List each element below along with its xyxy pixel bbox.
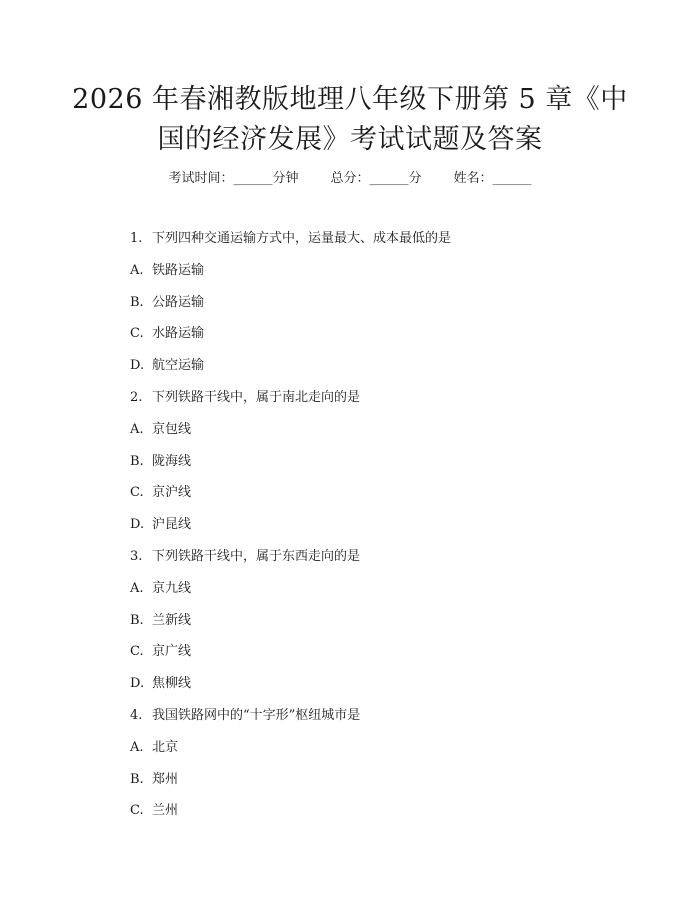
option-letter: A. <box>130 262 144 278</box>
answer-option <box>130 639 650 671</box>
option-text: 北京 <box>152 739 179 755</box>
option-text: 兰州 <box>152 803 179 819</box>
answer-option <box>130 417 650 449</box>
answer-option <box>130 735 650 767</box>
document-title <box>70 80 630 160</box>
title-line-2: 国的经济发展》考试试题及答案 <box>157 124 543 155</box>
question-text: 我国铁路网中的“十字形”枢纽城市是 <box>152 707 361 723</box>
answer-option <box>130 512 650 544</box>
title-line-1: 2026 年春湘教版地理八年级下册第 5 章《中 <box>72 84 628 115</box>
answer-option <box>130 798 650 830</box>
option-text: 京广线 <box>152 644 192 660</box>
question-text: 下列铁路干线中，属于南北走向的是 <box>152 389 361 405</box>
option-text: 兰新线 <box>152 612 192 628</box>
option-text: 京沪线 <box>152 485 192 501</box>
question-number: 2. <box>130 389 143 405</box>
question-stem <box>130 385 650 417</box>
question-stem <box>130 544 650 576</box>
question-text: 下列铁路干线中，属于东西走向的是 <box>152 548 361 564</box>
option-letter: A. <box>130 580 144 596</box>
option-letter: C. <box>130 644 144 660</box>
option-letter: D. <box>130 358 145 374</box>
answer-option <box>130 321 650 353</box>
answer-option <box>130 767 650 799</box>
option-letter: C. <box>130 803 144 819</box>
option-text: 沪昆线 <box>152 517 192 533</box>
option-letter: B. <box>130 771 144 787</box>
question-text: 下列四种交通运输方式中，运量最大、成本最低的是 <box>152 231 452 246</box>
answer-option <box>130 480 650 512</box>
exam-time: 考试时间：______分钟 <box>168 171 299 186</box>
question-number: 1. <box>130 231 143 246</box>
question-list <box>130 226 650 830</box>
exam-meta <box>0 170 700 188</box>
option-text: 铁路运输 <box>152 262 205 278</box>
question-stem <box>130 226 650 258</box>
option-letter: B. <box>130 294 144 310</box>
option-text: 陇海线 <box>152 453 192 469</box>
answer-option <box>130 608 650 640</box>
answer-option <box>130 576 650 608</box>
option-text: 航空运输 <box>152 358 205 374</box>
option-letter: C. <box>130 326 144 342</box>
option-letter: B. <box>130 612 144 628</box>
option-letter: D. <box>130 676 145 692</box>
option-letter: A. <box>130 739 144 755</box>
option-text: 郑州 <box>152 771 179 787</box>
option-letter: D. <box>130 517 145 533</box>
option-text: 京九线 <box>152 580 192 596</box>
option-text: 公路运输 <box>152 294 205 310</box>
option-text: 焦柳线 <box>152 676 192 692</box>
student-name: 姓名：______ <box>453 171 532 186</box>
answer-option <box>130 353 650 385</box>
question-number: 3. <box>130 548 143 564</box>
option-letter: A. <box>130 421 144 437</box>
question-stem <box>130 703 650 735</box>
answer-option <box>130 671 650 703</box>
answer-option <box>130 290 650 322</box>
question-number: 4. <box>130 707 143 723</box>
answer-option <box>130 258 650 290</box>
option-letter: B. <box>130 453 144 469</box>
exam-score: 总分：______分 <box>330 171 422 186</box>
answer-option <box>130 449 650 481</box>
option-text: 京包线 <box>152 421 192 437</box>
option-text: 水路运输 <box>152 326 205 342</box>
option-letter: C. <box>130 485 144 501</box>
